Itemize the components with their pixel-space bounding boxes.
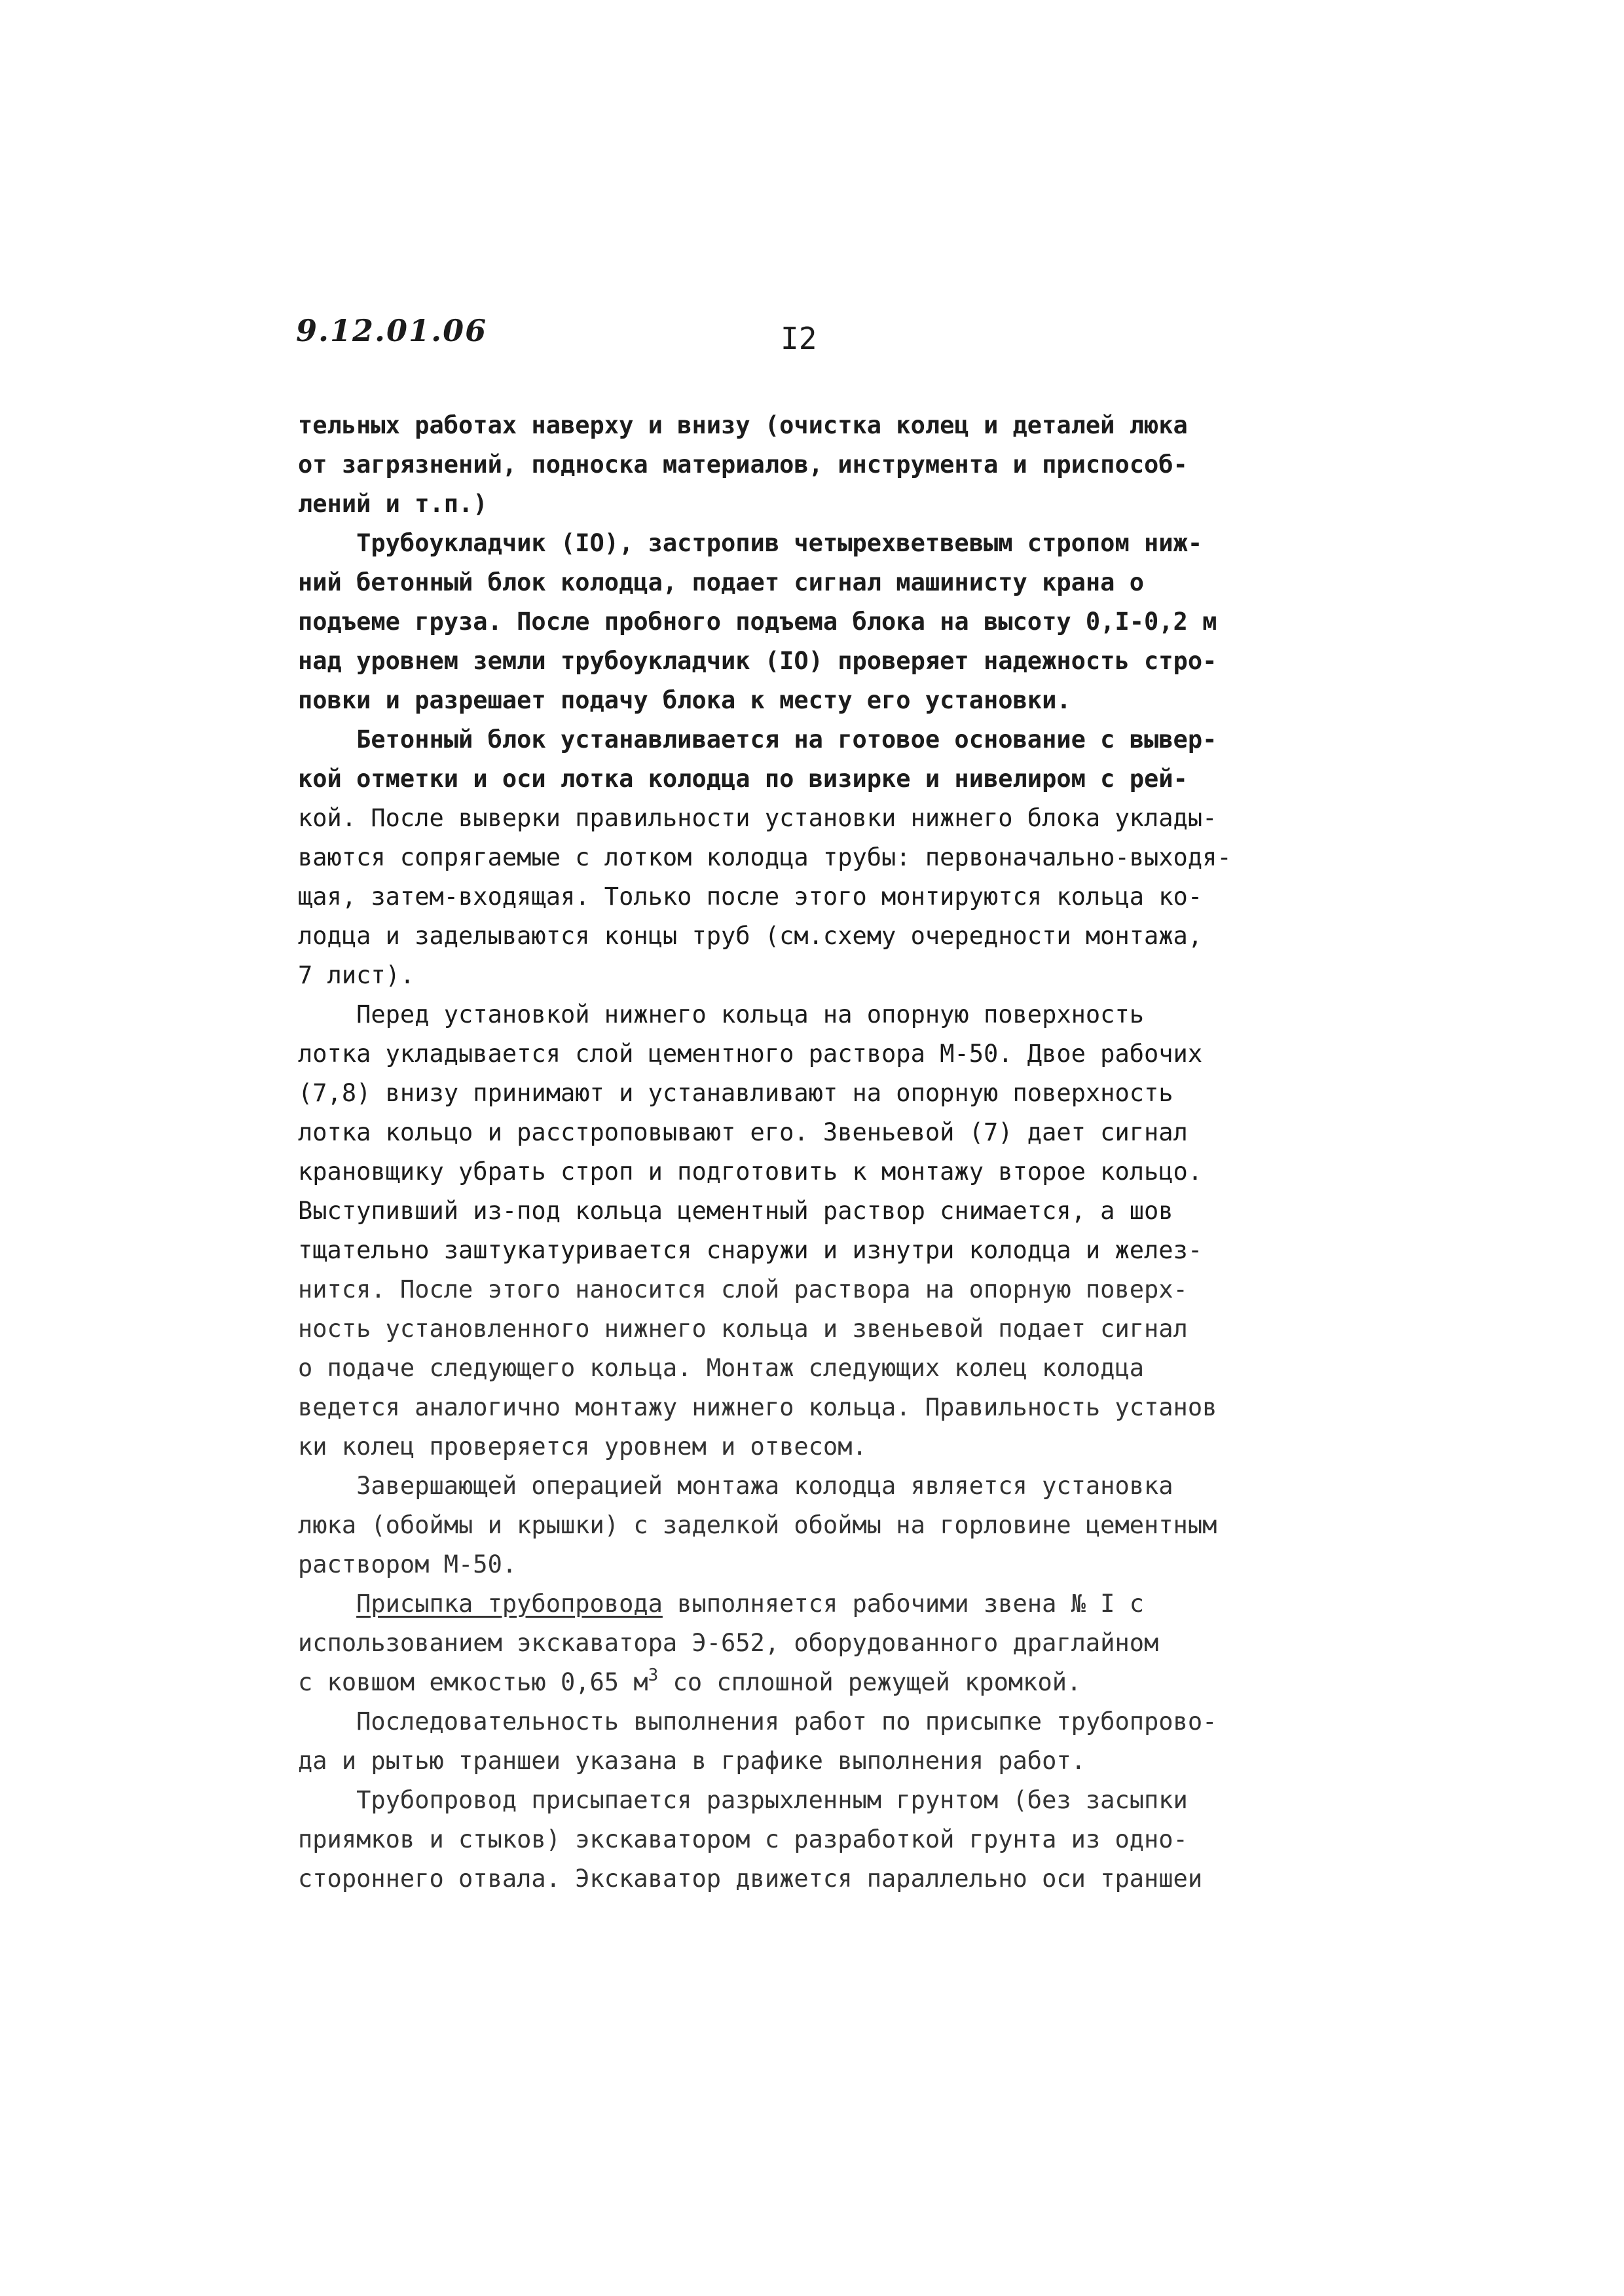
- text-body: [298, 406, 1359, 1899]
- backfill-heading: Присыпка трубопровода: [356, 1590, 663, 1618]
- backfill-paragraph-line: [298, 1584, 1359, 1624]
- text-line: крановщику убрать строп и подготовить к монтажу второе кольцо.: [298, 1157, 1203, 1186]
- bucket-capacity-rest: со сплошной режущей кромкой.: [658, 1668, 1082, 1696]
- text-line: ведется аналогично монтажу нижнего кольца. Правильность установ: [298, 1393, 1217, 1421]
- text-line: Перед установкой нижнего кольца на опорную поверхность: [298, 1000, 1145, 1029]
- backfill-paragraph-line: [298, 1663, 1359, 1702]
- text-line: Последовательность выполнения работ по присыпке трубопрово-: [298, 1707, 1217, 1736]
- text-line: лотка укладывается слой цементного раствора М-50. Двое рабочих: [298, 1040, 1203, 1068]
- text-line: от загрязнений, подноска материалов, инструмента и приспособ-: [298, 450, 1188, 479]
- text-line: Трубопровод присыпается разрыхленным грунтом (без засыпки: [298, 1786, 1188, 1814]
- text-line: кой отметки и оси лотка колодца по визирке и нивелиром с рей-: [298, 765, 1188, 793]
- text-line: Бетонный блок устанавливается на готовое основание с вывер-: [298, 725, 1217, 754]
- text-line: щая, затем-входящая. Только после этого монтируются кольца ко-: [298, 883, 1203, 911]
- text-line: ки колец проверяется уровнем и отвесом.: [298, 1432, 867, 1461]
- text-line: над уровнем земли трубоукладчик (IO) проверяет надежность стро-: [298, 647, 1217, 675]
- text-line: лотка кольцо и расстроповывают его. Звеньевой (7) дает сигнал: [298, 1118, 1188, 1146]
- text-line: ний бетонный блок колодца, подает сигнал машинисту крана о: [298, 568, 1145, 596]
- text-line: да и рытью траншеи указана в графике выполнения работ.: [298, 1747, 1086, 1775]
- text-line: о подаче следующего кольца. Монтаж следующих колец колодца: [298, 1354, 1145, 1382]
- text-line: Выступивший из-под кольца цементный раствор снимается, а шов: [298, 1197, 1173, 1225]
- page-number: I2: [781, 321, 817, 356]
- text-line: (7,8) внизу принимают и устанавливают на опорную поверхность: [298, 1079, 1173, 1107]
- text-line: подъеме груза. После пробного подъема блока на высоту 0,I-0,2 м: [298, 608, 1217, 636]
- text-line: Завершающей операцией монтажа колодца является установка: [298, 1472, 1173, 1500]
- text-line: раствором М-50.: [298, 1550, 517, 1578]
- text-line: тщательно заштукатуривается снаружи и изнутри колодца и желез-: [298, 1236, 1203, 1264]
- text-line: кой. После выверки правильности установки нижнего блока уклады-: [298, 804, 1217, 832]
- unit-exponent: 3: [648, 1665, 659, 1685]
- text-line: тельных работах наверху и внизу (очистка колец и деталей люка: [298, 411, 1188, 439]
- text-line: ваются сопрягаемые с лотком колодца трубы: первоначально-выходя-: [298, 843, 1232, 871]
- text-line: нится. После этого наносится слой раствора на опорную поверх-: [298, 1275, 1188, 1303]
- bucket-capacity-text: с ковшом емкостью 0,65 м: [298, 1668, 648, 1696]
- text-line: 7 лист).: [298, 961, 415, 989]
- text-line: Трубоукладчик (IO), застропив четырехветвевым стропом ниж-: [298, 529, 1203, 557]
- backfill-line-rest: выполняется рабочими звена № I с: [662, 1590, 1145, 1618]
- text-line: лодца и заделываются концы труб (см.схему очередности монтажа,: [298, 922, 1203, 950]
- text-line: ность установленного нижнего кольца и звеньевой подает сигнал: [298, 1315, 1188, 1343]
- text-line: люка (обоймы и крышки) с заделкой обоймы на горловине цементным: [298, 1511, 1217, 1539]
- text-line: лений и т.п.): [298, 490, 488, 518]
- document-code: 9.12.01.06: [296, 313, 488, 348]
- text-line: использованием экскаватора Э-652, оборудованного драглайном: [298, 1629, 1159, 1657]
- text-line: повки и разрешает подачу блока к месту его установки.: [298, 686, 1071, 714]
- text-line: приямков и стыков) экскаватором с разработкой грунта из одно-: [298, 1825, 1188, 1853]
- text-line: стороннего отвала. Экскаватор движется параллельно оси траншеи: [298, 1865, 1203, 1893]
